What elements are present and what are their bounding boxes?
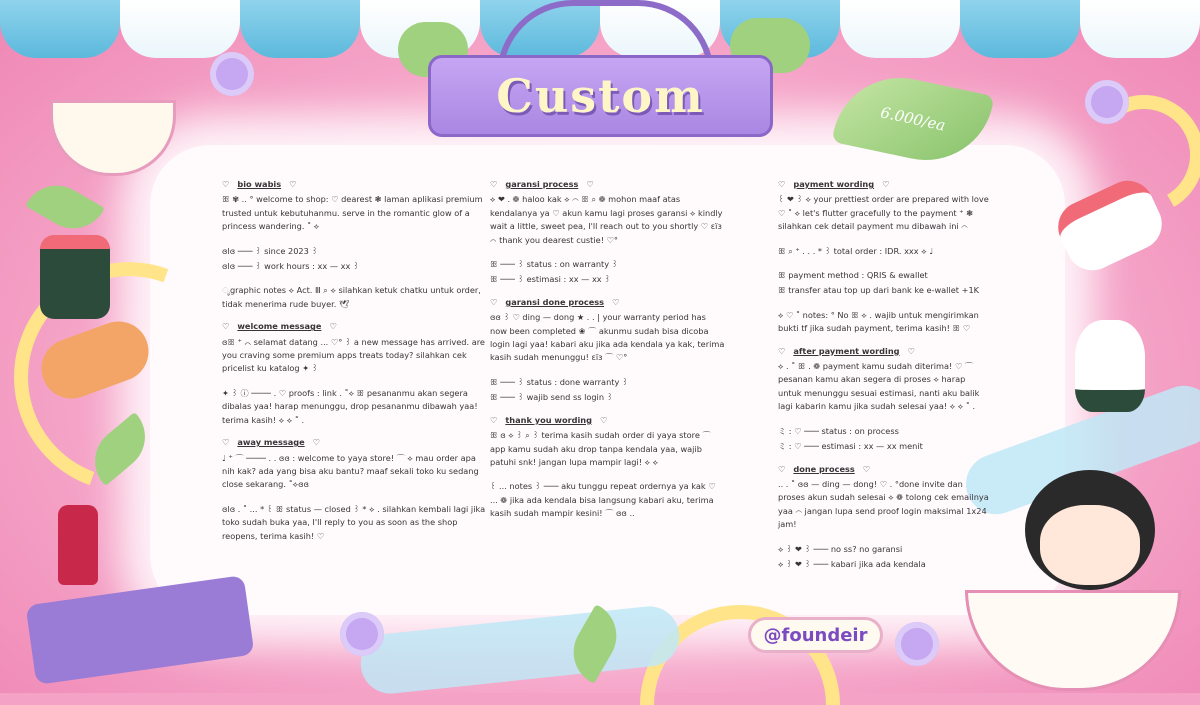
section-text: ɞꕥ ⁺ ⌒ selamat datang ... ♡° ꒱ a new message has arrived. are you craving some premium apps treats today? silahkan cek pricelist ku katalog ✦ ꒱ bbox=[222, 336, 485, 374]
text-column-left bbox=[222, 178, 487, 543]
heart-icon: ♡ bbox=[329, 321, 337, 332]
heart-icon: ♡ bbox=[222, 321, 230, 332]
heart-icon: ♡ bbox=[490, 179, 498, 189]
heart-icon: ♡ bbox=[312, 437, 321, 448]
spacer bbox=[778, 414, 990, 423]
heart-icon: ♡ bbox=[612, 296, 620, 307]
heart-icon: ♡ bbox=[222, 437, 230, 448]
soy-sauce-bottle-icon bbox=[58, 505, 98, 585]
section-heading bbox=[778, 463, 990, 476]
section-heading bbox=[490, 296, 725, 309]
onigiri-character-icon bbox=[1075, 320, 1145, 412]
heart-icon: ♡ bbox=[882, 179, 890, 189]
section-text: ꕥ ─── ꒱ estimasi : xx — xx ꒱ bbox=[490, 274, 611, 285]
heart-icon: ♡ bbox=[778, 179, 786, 189]
section-text: ⟡ . ˚ ꕥ . ❁ payment kamu sudah diterima! ♡ ⌒ pesanan kamu akan segera di proses ⟡ harap untuk menunggu sesuai estimasi, nanti aku balik lagi kabarin kamu jika sudah selesai yaa! ⟡ ⟡ ˚ . bbox=[778, 361, 980, 412]
section-heading-label: done process bbox=[793, 463, 855, 474]
section-heading bbox=[222, 436, 487, 449]
section-heading bbox=[222, 320, 487, 333]
spacer bbox=[222, 273, 487, 282]
section-heading bbox=[490, 414, 725, 427]
heart-icon: ♡ bbox=[490, 414, 498, 425]
section-text: ⟡ ❤ . ❁ haloo kak ⟡ ⌒ ꕥ ⌕ ❁ mohon maaf atas kendalanya ya ♡ akun kamu lagi proses garansi ⟡ kindly wait a little, sweet pea, I'll reach out to you shortly ♡ ɛïɜ ⌒ thank you dearest custie! ♡° bbox=[490, 194, 723, 245]
spacer bbox=[778, 298, 990, 307]
spacer bbox=[490, 247, 725, 256]
social-handle-tag bbox=[748, 617, 883, 653]
social-handle-text: @foundeir bbox=[763, 624, 868, 646]
section-heading-label: garansi done process bbox=[505, 296, 605, 307]
sushi-roll-character-icon bbox=[40, 235, 110, 319]
flower-icon bbox=[210, 52, 254, 96]
section-text: ꒰ ... notes ꒱ ─── aku tunggu repeat ordernya ya kak ♡ ... ❁ jika ada kendala bisa langsung kabari aku, terima kasih sudah mampir kesini! ⌒ ɞɞ .. bbox=[490, 481, 716, 519]
section-text: ɞlɞ ─── ꒱ work hours : xx — xx ꒱ bbox=[222, 261, 360, 272]
heart-icon: ♡ bbox=[907, 345, 915, 356]
heart-icon: ♡ bbox=[222, 179, 230, 189]
spacer bbox=[778, 532, 990, 541]
heart-icon: ♡ bbox=[289, 179, 297, 189]
section-text: ꕥ ─── ꒱ status : done warranty ꒱ bbox=[490, 376, 629, 387]
section-text: ɞlɞ . ˚ ... * ꒰ ꕥ status — closed ꒱ * ⟡ . silahkan kembali lagi jika toko sudah buka yaa, I'll reply to you as soon as the shop reopens, terima kasih! ♡ bbox=[222, 503, 486, 541]
section-text: ɞlɞ ─── ꒱ since 2023 ꒱ bbox=[222, 245, 318, 256]
text-column-right bbox=[778, 178, 990, 571]
section-text: .. . ˚ ɞɞ — ding — dong! ♡ . °done invite dan proses akun sudah selesai ⟡ ❁ tolong cek emailnya yaa ⌒ jangan lupa send proof login maksimal 1x24 jam! bbox=[778, 478, 989, 530]
section-heading bbox=[778, 178, 990, 191]
section-heading-label: thank you wording bbox=[505, 414, 592, 425]
section-text: ꕥ ─── ꒱ wajib send ss login ꒱ bbox=[490, 392, 614, 403]
section-text: ɞɞ ꒱ ♡ ding — dong ★ . . | your warranty period has now been completed ❀ ⌒ akunmu sudah bisa dicoba login lagi yaa! kabari aku jika ada kendala ya kak, terima kasih sudah menunggu! ɛïɜ ⌒ ♡° bbox=[490, 312, 725, 363]
section-text: ミ : ♡ ─── estimasi : xx — xx menit bbox=[778, 441, 923, 452]
text-column-middle bbox=[490, 178, 725, 521]
spacer bbox=[778, 234, 990, 243]
section-text: ꕥ ✾ .. ° welcome to shop: ♡ dearest ❃ laman aplikasi premium trusted untuk kebutuhanmu. serve in the romantic glow of a princess wandering. ˚ ⟡ bbox=[222, 194, 483, 232]
section-heading-label: bio wabis bbox=[237, 179, 282, 189]
section-text: ✦ ꒱ ⓘ ──── . ♡ proofs : link . ˚⟡ ꕥ pesananmu akan segera dibalas yaa! harap menunggu, drop pesananmu dibawah yaa! terima kasih! ⟡ ⟡ ˚ . bbox=[222, 387, 478, 425]
section-text: ꕥ transfer atau top up dari bank ke e-wallet +1K bbox=[778, 285, 980, 296]
flower-icon bbox=[1085, 80, 1129, 124]
heart-icon: ♡ bbox=[778, 345, 786, 356]
section-heading-label: away message bbox=[237, 437, 305, 448]
section-heading bbox=[490, 178, 725, 191]
section-heading-label: garansi process bbox=[505, 179, 579, 189]
section-text: ⟡ ꒱ ❤ ꒱ ─── kabari jika ada kendala bbox=[778, 558, 926, 569]
section-text: ꕥ ⌕ ⁺ . . . * ꒱ total order : IDR. xxx ⟡ ♩ bbox=[778, 245, 934, 256]
section-text: ꕥ ─── ꒱ status : on warranty ꒱ bbox=[490, 259, 619, 270]
section-text: ♩ ⁺ ⌒ ──── . . ɞɞ : welcome to yaya store! ⌒ ⟡ mau order apa nih kak? ada yang bisa aku bantu? maaf sekali toko ku sedang close sekarang. ˚⟡ɞɞ bbox=[222, 452, 479, 490]
section-text: ೃgraphic notes ⟡ Act. Ⅲ ⌕ ⟡ silahkan ketuk chatku untuk order, tidak menerima rude buyer. 🕊 bbox=[222, 285, 481, 309]
section-text: ミ : ♡ ─── status : on process bbox=[778, 425, 899, 436]
heart-icon: ♡ bbox=[778, 463, 786, 474]
heart-icon: ♡ bbox=[586, 179, 594, 189]
section-text: ꕥ ɞ ⟡ ꒱ ⌕ ꒱ terima kasih sudah order di yaya store ⌒ app kamu sudah aku drop tanpa kendala yaa, wajib patuhi snk! jangan lupa mampir lagi! ⟡ ⟡ bbox=[490, 430, 711, 467]
section-text: ꒰ ❤ ꒱ ⟡ your prettiest order are prepared with love ♡ ˚ ⟡ let's flutter gracefully to the payment ⁺ ❃ silahkan cek detail payment mu dibawah ini ⌒ bbox=[778, 194, 989, 232]
page-title: Custom bbox=[496, 69, 705, 123]
section-text: ꕥ payment method : QRIS & ewallet bbox=[778, 270, 928, 281]
heart-icon: ♡ bbox=[599, 414, 608, 425]
section-heading-label: welcome message bbox=[237, 321, 322, 332]
girl-face-icon bbox=[1040, 505, 1140, 585]
section-heading bbox=[778, 345, 990, 358]
section-heading-label: payment wording bbox=[793, 179, 875, 189]
spacer bbox=[490, 469, 725, 478]
price-label: 6.000/ea bbox=[878, 103, 948, 135]
flower-icon bbox=[340, 612, 384, 656]
flower-icon bbox=[895, 622, 939, 666]
heart-icon: ♡ bbox=[490, 296, 498, 307]
title-sign bbox=[428, 55, 773, 137]
spacer bbox=[490, 365, 725, 374]
section-heading bbox=[222, 178, 487, 191]
spacer bbox=[778, 258, 990, 267]
heart-icon: ♡ bbox=[862, 463, 871, 474]
spacer bbox=[222, 492, 487, 501]
section-heading-label: after payment wording bbox=[793, 345, 900, 356]
spacer bbox=[222, 376, 487, 385]
section-text: ⟡ ꒱ ❤ ꒱ ─── no ss? no garansi bbox=[778, 543, 903, 554]
section-text: ⟡ ♡ ˚ notes: ° No ꕥ ⟡ . wajib untuk mengirimkan bukti tf jika sudah payment, terima kasih! ꕥ ♡ bbox=[778, 309, 979, 334]
spacer bbox=[222, 234, 487, 243]
